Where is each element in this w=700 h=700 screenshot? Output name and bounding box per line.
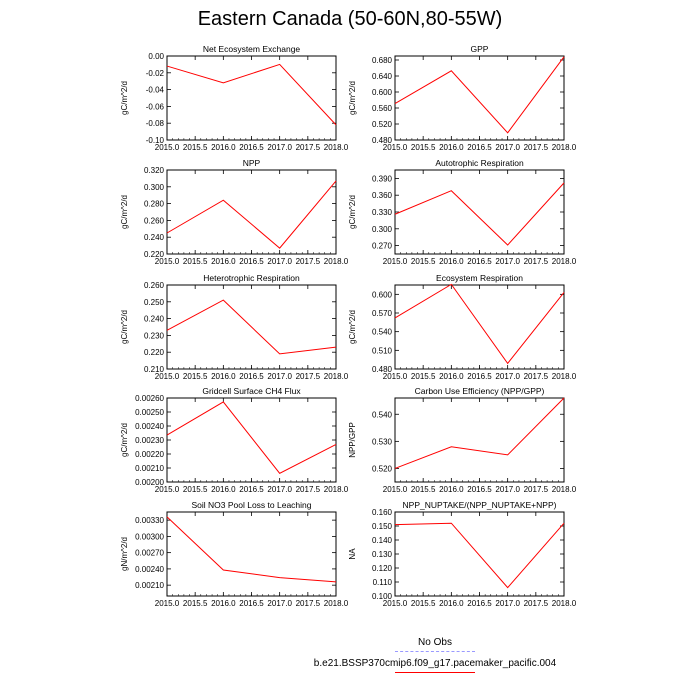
x-tick-label: 2016.5 [239,485,264,494]
x-tick-label: 2016.0 [439,599,464,608]
y-tick-label: -0.02 [145,68,164,78]
x-tick-label: 2015.0 [382,372,408,381]
y-tick-label: 0.330 [371,208,392,217]
plot-frame [167,398,336,482]
series-line [395,284,564,363]
y-tick-label: 0.00330 [135,516,164,526]
x-tick-label: 2017.0 [267,257,292,266]
x-tick-label: 2015.5 [410,143,436,152]
y-tick-label: 0.120 [371,564,392,573]
y-tick-label: 0.520 [371,120,392,129]
y-tick-label: -0.06 [145,102,164,112]
x-tick-label: 2016.5 [239,372,264,381]
x-tick-label: 2017.0 [495,372,520,381]
x-tick-label: 2018.0 [551,257,577,266]
legend-label-model: b.e21.BSSP370cmip6.f09_g17.pacemaker_pacific.004 [313,658,557,669]
series-line [395,398,564,468]
x-tick-label: 2016.0 [439,485,464,494]
y-axis-label: gC/m^2/d [120,81,129,115]
x-tick-label: 2017.5 [523,143,549,152]
panel-title: Soil NO3 Pool Loss to Leaching [191,500,312,510]
plot-frame [395,170,564,254]
x-tick-label: 2015.0 [382,599,408,608]
series-line [167,402,336,473]
panel-npp [120,158,349,266]
y-tick-label: -0.04 [145,85,164,95]
x-tick-label: 2015.5 [182,143,208,152]
y-tick-label: 0.250 [143,297,164,307]
y-tick-label: 0.540 [371,410,392,420]
legend-swatch-dashed [395,651,475,652]
plot-frame [167,170,336,254]
y-tick-label: 0.540 [371,327,392,337]
y-tick-label: 0.220 [143,348,164,358]
y-tick-label: 0.110 [372,578,392,587]
panel-title: Carbon Use Efficiency (NPP/GPP) [414,386,545,396]
x-tick-label: 2017.0 [267,372,292,381]
x-tick-label: 2015.5 [182,485,208,494]
plot-frame [395,512,564,596]
x-tick-label: 2015.0 [382,485,408,494]
y-tick-label: 0.230 [143,331,164,341]
y-tick-label: 0.00210 [135,581,164,591]
x-tick-label: 2016.5 [239,257,264,266]
panel-net-ecosystem-exchange [120,44,349,152]
panel-title: Gridcell Surface CH4 Flux [202,386,301,396]
y-axis-label: NA [348,548,357,560]
x-tick-label: 2018.0 [551,599,577,608]
x-tick-label: 2017.0 [495,143,520,152]
y-tick-label: 0.00 [148,52,164,61]
y-tick-label: 0.00230 [135,436,164,445]
y-tick-label: 0.00250 [135,408,164,417]
x-tick-label: 2016.5 [239,599,264,608]
x-tick-label: 2016.0 [211,143,236,152]
x-tick-label: 2018.0 [323,257,349,266]
y-tick-label: 0.300 [143,182,164,192]
legend-entry-no-obs [300,636,570,652]
x-tick-label: 2015.5 [410,485,436,494]
panel-title: NPP [242,158,261,168]
y-tick-label: 0.210 [143,365,164,374]
legend-swatch-solid [395,672,475,673]
x-tick-label: 2017.0 [267,599,292,608]
x-tick-label: 2015.5 [182,257,208,266]
y-tick-label: 0.00240 [135,564,164,574]
x-tick-label: 2016.0 [211,257,236,266]
y-tick-label: 0.680 [371,56,392,65]
series-line [395,523,564,587]
y-tick-label: 0.150 [371,522,392,531]
x-tick-label: 2017.0 [267,143,292,152]
y-tick-label: 0.130 [371,550,392,559]
series-line [167,181,336,248]
plot-frame [395,56,564,140]
plot-frame [167,512,336,596]
y-tick-label: 0.220 [143,250,164,259]
y-tick-label: 0.160 [371,508,392,517]
x-tick-label: 2016.5 [467,143,492,152]
panel-ecosystem-respiration [348,273,577,381]
x-tick-label: 2017.5 [523,372,549,381]
y-tick-label: 0.270 [371,241,392,251]
x-tick-label: 2017.0 [495,485,520,494]
x-tick-label: 2018.0 [323,485,349,494]
y-tick-label: 0.480 [371,365,392,374]
x-tick-label: 2017.5 [523,485,549,494]
y-tick-label: 0.300 [371,224,392,234]
y-tick-label: 0.570 [371,309,392,318]
series-line [395,57,564,133]
y-axis-label: gC/m^2/d [120,423,129,457]
legend-entry-model [300,657,570,673]
series-line [167,517,336,582]
series-line [167,64,336,124]
y-tick-label: 0.260 [143,216,164,226]
y-tick-label: 0.00270 [135,548,164,558]
figure-title: Eastern Canada (50-60N,80-55W) [197,8,503,30]
x-tick-label: 2016.5 [467,485,492,494]
x-tick-label: 2015.0 [154,143,180,152]
x-tick-label: 2015.0 [382,143,408,152]
x-tick-label: 2016.0 [211,372,236,381]
y-tick-label: 0.360 [371,191,392,201]
y-tick-label: 0.00210 [135,464,164,473]
x-tick-label: 2017.5 [295,372,321,381]
x-tick-label: 2016.0 [211,599,236,608]
y-tick-label: 0.530 [371,437,392,447]
x-tick-label: 2016.5 [467,372,492,381]
y-tick-label: 0.520 [371,464,392,474]
x-tick-label: 2018.0 [323,143,349,152]
y-tick-label: 0.390 [371,174,392,184]
y-axis-label: gC/m^2/d [120,195,129,229]
x-tick-label: 2016.5 [467,599,492,608]
y-tick-label: 0.00220 [135,450,164,459]
x-tick-label: 2015.0 [382,257,408,266]
panel-gridcell-surface-ch4-flux [120,386,349,494]
y-tick-label: -0.08 [145,119,164,129]
x-tick-label: 2015.5 [410,599,436,608]
x-tick-label: 2015.0 [154,257,180,266]
y-tick-label: 0.510 [371,346,392,356]
series-line [167,300,336,354]
legend-label-no-obs: No Obs [418,637,452,648]
y-axis-label: gC/m^2/d [348,81,357,115]
y-tick-label: 0.640 [371,72,392,81]
x-tick-label: 2018.0 [551,485,577,494]
y-tick-label: 0.480 [371,136,392,145]
x-tick-label: 2017.5 [295,143,321,152]
x-tick-label: 2017.5 [523,257,549,266]
y-tick-label: 0.00260 [135,394,164,403]
legend [300,636,570,678]
x-tick-label: 2016.0 [439,257,464,266]
panel-title: Net Ecosystem Exchange [202,44,301,54]
panel-npp-nuptake-npp-nuptake-npp [348,500,577,608]
y-axis-label: gC/m^2/d [120,310,129,344]
panel-heterotrophic-respiration [120,273,349,381]
x-tick-label: 2017.0 [495,257,520,266]
y-tick-label: 0.600 [371,290,392,300]
panel-title: GPP [470,44,489,54]
x-tick-label: 2015.5 [182,372,208,381]
x-tick-label: 2015.5 [410,257,436,266]
x-tick-label: 2018.0 [323,599,349,608]
plot-frame [395,285,564,369]
x-tick-label: 2017.5 [295,485,321,494]
panel-gpp [348,44,577,152]
y-axis-label: gN/m^2/d [120,537,129,571]
x-tick-label: 2016.0 [439,372,464,381]
x-tick-label: 2017.0 [495,599,520,608]
y-tick-label: 0.140 [371,536,392,545]
x-tick-label: 2018.0 [551,372,577,381]
x-tick-label: 2015.0 [154,372,180,381]
series-line [395,183,564,245]
x-tick-label: 2017.5 [523,599,549,608]
panel-soil-no3-pool-loss-to-leaching [120,500,349,608]
x-tick-label: 2017.0 [267,485,292,494]
y-tick-label: -0.10 [145,136,164,145]
x-tick-label: 2016.5 [239,143,264,152]
plot-frame [395,398,564,482]
y-axis-label: gC/m^2/d [348,195,357,229]
y-tick-label: 0.260 [143,281,164,290]
y-tick-label: 0.00300 [135,532,164,542]
y-tick-label: 0.100 [371,592,392,601]
panel-title: Ecosystem Respiration [436,273,523,283]
x-tick-label: 2018.0 [323,372,349,381]
x-tick-label: 2015.5 [182,599,208,608]
x-tick-label: 2016.5 [467,257,492,266]
x-tick-label: 2015.0 [154,485,180,494]
panel-carbon-use-efficiency-npp-gpp [348,386,577,494]
x-tick-label: 2016.0 [439,143,464,152]
y-tick-label: 0.00200 [135,478,164,487]
x-tick-label: 2017.5 [295,257,321,266]
panel-title: NPP_NUPTAKE/(NPP_NUPTAKE+NPP) [402,500,557,510]
x-tick-label: 2017.5 [295,599,321,608]
panel-title: Autotrophic Respiration [435,158,524,168]
panel-autotrophic-respiration [348,158,577,266]
panel-title: Heterotrophic Respiration [203,273,300,283]
y-tick-label: 0.280 [143,199,164,209]
y-axis-label: NPP/GPP [348,422,357,458]
y-tick-label: 0.560 [371,104,392,113]
y-tick-label: 0.320 [143,166,164,175]
y-tick-label: 0.00240 [135,422,164,431]
x-tick-label: 2016.0 [211,485,236,494]
x-tick-label: 2015.5 [410,372,436,381]
y-tick-label: 0.240 [143,314,164,324]
x-tick-label: 2018.0 [551,143,577,152]
x-tick-label: 2015.0 [154,599,180,608]
y-tick-label: 0.240 [143,233,164,243]
y-axis-label: gC/m^2/d [348,310,357,344]
y-tick-label: 0.600 [371,88,392,97]
